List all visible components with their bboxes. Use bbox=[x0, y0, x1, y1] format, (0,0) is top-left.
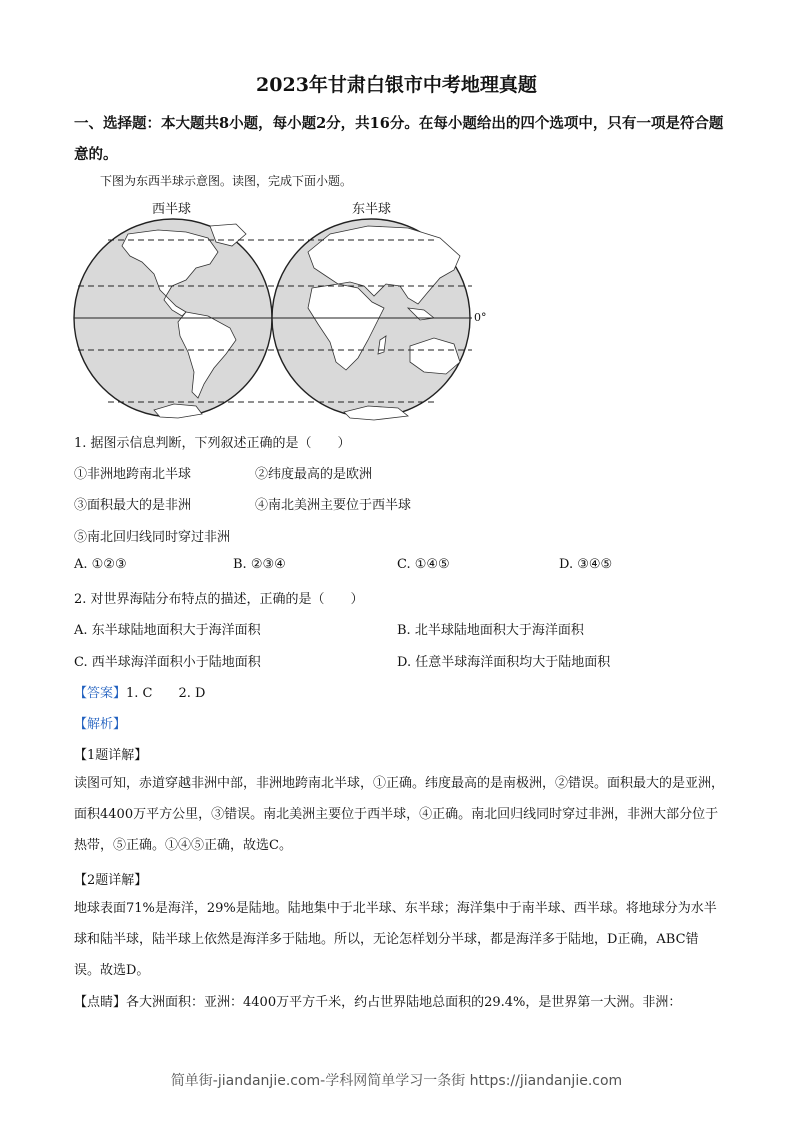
east-hemisphere bbox=[272, 219, 470, 420]
tip-text: 各大洲面积：亚洲：4400万平方千米，约占世界陆地总面积的29.4%，是世界第一大洲。非洲： bbox=[126, 995, 682, 1010]
page-title: 2023年甘肃白银市中考地理真题 bbox=[256, 74, 537, 96]
q1-option-c: C. ①④⑤ bbox=[397, 557, 450, 572]
equator-label: 0° bbox=[474, 311, 487, 324]
analysis-label: 【解析】 bbox=[74, 717, 127, 732]
q2-option-d: D. 任意半球海洋面积均大于陆地面积 bbox=[397, 655, 611, 670]
tip-label: 【点睛】 bbox=[74, 995, 127, 1010]
q1-statement-3: ③面积最大的是非洲 bbox=[74, 498, 192, 513]
q1-stem: 1. 据图示信息判断，下列叙述正确的是（ ） bbox=[74, 436, 351, 451]
hemisphere-map bbox=[68, 212, 476, 422]
q2-option-b: B. 北半球陆地面积大于海洋面积 bbox=[397, 623, 584, 638]
q1-option-a: A. ①②③ bbox=[74, 557, 127, 572]
q1-statement-5: ⑤南北回归线同时穿过非洲 bbox=[74, 530, 231, 545]
detail-1-label: 【1题详解】 bbox=[74, 748, 148, 763]
detail-2-text: 地球表面71%是海洋，29%是陆地。陆地集中于北半球、东半球；海洋集中于南半球、西半球。将地球分为水半球和陆半球，陆半球上依然是海洋多于陆地。所以，无论怎样划分半球，都是海洋多于陆地，D正确，ABC错误。故选D。 bbox=[74, 901, 717, 978]
q1-statement-1: ①非洲地跨南北半球 bbox=[74, 467, 192, 482]
q2-option-c: C. 西半球海洋面积小于陆地面积 bbox=[74, 655, 261, 670]
east-hemisphere-label: 东半球 bbox=[352, 202, 392, 217]
q2-option-a: A. 东半球陆地面积大于海洋面积 bbox=[74, 623, 261, 638]
tip-paragraph bbox=[74, 987, 720, 1018]
q2-stem: 2. 对世界海陆分布特点的描述，正确的是（ ） bbox=[74, 592, 364, 607]
detail-1-text: 读图可知，赤道穿越非洲中部，非洲地跨南北半球，①正确。纬度最高的是南极洲，②错误。面积最大的是亚洲， 面积4400万平方公里，③错误。南北美洲主要位于西半球，④正确。南北回归线同时穿过非洲，非洲大部分位于热带，⑤正确。①④⑤正确，故选C。 bbox=[74, 776, 731, 853]
section-heading: 一、选择题：本大题共8小题，每小题2分，共16分。在每小题给出的四个选项中，只有一项是符合题意的。 bbox=[74, 115, 724, 163]
question-intro: 下图为东西半球示意图。读图，完成下面小题。 bbox=[100, 174, 353, 188]
q1-statement-2: ②纬度最高的是欧洲 bbox=[255, 467, 373, 482]
q1-statement-4: ④南北美洲主要位于西半球 bbox=[255, 498, 412, 513]
page-footer: 简单街-jiandanjie.com-学科网简单学习一条街 https://jiandanjie.com bbox=[170, 1073, 623, 1089]
q1-option-b: B. ②③④ bbox=[233, 557, 286, 572]
detail-2-label: 【2题详解】 bbox=[74, 873, 148, 888]
west-hemisphere-label: 西半球 bbox=[152, 202, 192, 217]
q1-option-d: D. ③④⑤ bbox=[559, 557, 613, 572]
answer-label: 【答案】 bbox=[74, 686, 127, 701]
answer-text: 1. C 2. D bbox=[126, 686, 206, 701]
answer-line bbox=[74, 682, 205, 701]
